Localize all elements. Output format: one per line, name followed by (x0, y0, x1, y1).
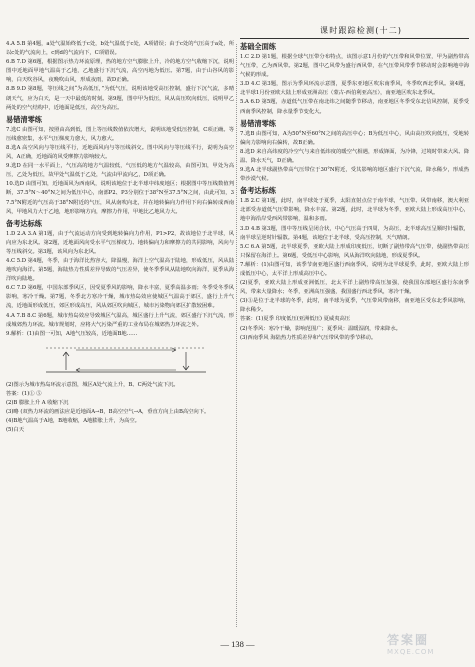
answer-paragraph: 6.C 7.D 第6题，中国东部季风区，因受夏季风的影响，降水丰富，夏季高温多雨；冬季受冬季风影响，寒冷干燥。第7题，冬季北方寒冷干燥，城市热岛效应使城区气温高于郊区，盛行上升气流，近地面形成低压，郊区形成高压，风从郊区吹向城区，城市污染物向郊区扩散较困难。 (6, 285, 234, 310)
answer-paragraph: 3.D 4.B 第3题，图中等压线呈闭合状，中心气压高于四周，为高压，北半球高压呈顺时针辐散，南半球呈逆时针辐散。第4题，该地位于北半球，受高压控制，天气晴朗。 (240, 225, 469, 241)
answer-paragraph: 4.A 7.B 8.C 第6题，城市热岛效应导致城区气温高，城区盛行上升气流，郊区盛行下沉气流，形成城郊热力环流。城市规划时，应将大气污染严重的工业布局在城郊热力环流之外。 (6, 312, 234, 328)
answer-paragraph: 1.C 2.D 第1题，根据全球气压带分布特点，该图示意1月份的气压带和风带位置，甲为副热带高气压带，乙为西风带。第2题，图中乙风带为盛行西风带，在气压带风带季节移动时会影响地中海气候的形成。 (240, 54, 469, 79)
upper-flow-arrow-icon (76, 348, 176, 352)
page-number: — 138 — (220, 639, 255, 649)
answer-paragraph: (5)白天 (6, 427, 25, 434)
watermark-url: MXQE.COM (387, 648, 435, 656)
answer-paragraph: 8.B 9.D 第8题，等压线之间“为高低压，”为低气压，说明该地受高压控制，盛行下沉气流，多晴朗天气，应为白天，是一天中最低的时刻。第9题，图中甲为低压，风从高压吹向低压，说明甲乙两处的空气结构中，近地面是低压，高空为高压。 (6, 86, 234, 111)
surface-flow-arrow-icon (76, 368, 176, 372)
answer-paragraph: 9.选D 在同一水平面上，气压高的地方气温较低，气压低的地方气温较高，由图可知，甲处为高压，乙处为低压，故甲处气温低于乙处，气流由甲流向乙，D项正确。 (6, 163, 234, 179)
answer-paragraph: 9.解析：(1)由图一可知，A地气压较高，近地面B地…… (6, 330, 138, 337)
answer-paragraph: (3)西南季风 海陆热力性质差异和气压带风带的季节移动。 (240, 334, 377, 341)
answer-paragraph: 6.B 7.D 第6题，根据图示热力环流原理，热的地方空气膨胀上升，冷的地方空气收缩下沉，说明图中近地面甲地气温高于乙地，乙地盛行下沉气流，高空丙地为低压。第7题，由于山谷风的影响，白天吹谷风，夜晚吹山风，形成夜雨，故D正确。 (6, 59, 234, 84)
answer-paragraph: 答案：(1)夏季 印度低压(亚洲低压) 夏威夷高压 (240, 316, 351, 323)
answer-paragraph: 8.选A 高空风向与等压线平行，近地面风向与等压线斜交。图中风向与等压线平行，说明为高空风，A正确，近地面的风受摩擦力影响较大。 (6, 144, 234, 161)
answer-paragraph: 4.C 5.D 第4题，冬季，由于海洋比热容大，降温慢，海洋上空气温高于陆地，形成低压，风从陆地吹向海洋。第5题，海陆热力性质差异导致的气压差异，使冬季季风从陆地吹向海洋，夏季从海洋吹向陆地。 (6, 257, 234, 283)
section-heading: 备考达标练 (240, 186, 276, 196)
page-title: 课时跟踪检测(十二) (320, 26, 403, 35)
left-column (6, 40, 234, 631)
answer-paragraph: 3.D 4.C 第3题，图示为季风环流示意图，夏季东亚地区吹东南季风，冬季吹西北季风。第4题，北半球1月份亚欧大陆上形成亚洲高压（蒙古-西伯利亚高压），南亚地区吹东北季风。 (240, 81, 469, 97)
answer-paragraph: (2)图示为城市热岛环流示意图，城区A处气流上升，B、C两处气流下沉。 (6, 381, 179, 388)
right-column (240, 40, 469, 631)
answer-paragraph: 8.选D 来自高纬度的冷空气与来自低纬度的暖空气相遇，形成锋面，为冷锋，过境时带来大风、降温、降水天气，D正确。 (240, 148, 469, 164)
section-heading: 易错清零练 (240, 118, 276, 128)
section-heading: 易错清零练 (6, 114, 42, 124)
answer-paragraph: (2)冬季风：寒冷干燥，影响范围广；夏季风：温暖湿润，带来降水。 (240, 325, 401, 332)
answer-paragraph: 7.解析：(1)由图可知，该季节南亚地区盛行西南季风，说明为北半球夏季，此时，亚欧大陆上形成低压中心，太平洋上形成高压中心。 (240, 261, 469, 277)
section-heading: 基础全面练 (240, 42, 276, 51)
watermark-text: 答案圈 (387, 633, 430, 647)
answer-paragraph: (3)略 (双热力环流的画法应是近地面A→B，B高空空气→A，垂直方向上由B高空向下。 (6, 409, 210, 416)
answer-paragraph: 5.C 6.A 第5题，北半球夏季，亚欧大陆上形成印度低压，切断了副热带高气压带，使副热带高压只保留在海洋上。第6题，受低压中心影响，风从海洋吹向陆地，形成夏季风。 (240, 243, 469, 259)
answer-paragraph: 1.D 2.A 3.A 第1题，由于气流运动方向受到地转偏向力作用，P1>P2，故该地位于北半球，风向应为东北风。第2题，近地面风向受水平气压梯度力、地转偏向力和摩擦力的共同影响，风向与等压线斜交。第3题，该风向为东北风。 (6, 230, 234, 255)
rising-arrow-icon (63, 352, 69, 370)
answer-paragraph: (2)夏季，亚欧大陆上形成亚洲低压，北太平洋上副热带高压加强，使我国东部地区盛行东南季风，带来大量降水；冬季，亚洲高压强盛，我国盛行西北季风，寒冷干燥。 (240, 280, 469, 296)
thermal-circulation-diagram (26, 340, 226, 380)
column-divider (236, 44, 237, 627)
answer-paragraph: 10.选D 由图可知，近地面风为西南风，说明该地位于北半球中纬度地区；根据图中等压线数值判断，37.5°N～40°N之间为低压中心，南部P2、P3分别位于38°N至37.5°N之间，由此可知，37.5°N附近的气压高于38°N附近的气压，风从南吹向北，并在地转偏向力作用下向右偏转成西南风，甲地风力大于乙地，地形影响方向，摩擦力作用，甲地比乙地风力大。 (6, 181, 234, 215)
sinking-arrow-icon (183, 352, 189, 370)
answer-paragraph: 4.A 5.B 第4题，a处气温始终低于c处，b处气温低于c处，A项错误；由于c处的气压高于a处，所以c处的气流向上，c到d的气流向下，C项错误。 (6, 41, 234, 57)
answer-paragraph: (2)B 膨胀上升 A 收缩下沉 (6, 400, 69, 406)
answer-paragraph: 5.A 6.D 第5题，赤道低气压带在南北纬之间随季节移动，南亚地区冬季受东北信风控制，夏季受西南季风控制，降水量季节变化大。 (240, 99, 469, 115)
answer-paragraph: (3)③是位于北半球的冬季，此时，南半球为夏季，气压带风带南移，南亚地区受东北季风影响，降水稀少。 (240, 298, 469, 314)
answer-paragraph: 1.B 2.C 第1题，此时，南半球处于夏季，太阳直射点位于南半球，气压带、风带南移，澳大利亚北部受赤道低气压带影响，降水丰富。第2题，此时，北半球为冬季，亚欧大陆上形成高压中心，地中海沿岸受西风带影响，温和多雨。 (240, 198, 469, 223)
title-rule (240, 38, 469, 39)
answer-paragraph: 答案：(1)① ⑤ (6, 390, 42, 397)
answer-paragraph: 7.选B 由图可知，A为50°N至60°N之间的高压中心；B为低压中心，风由高压吹向低压，受地转偏向力影响向右偏转，故B正确。 (240, 130, 469, 146)
answer-paragraph: 9.选A 北半球副热带高气压带位于30°N附近，受其影响的地区盛行下沉气流，降水稀少，形成热带沙漠气候。 (240, 167, 469, 183)
site-watermark-logo (387, 631, 461, 663)
section-heading: 备考达标练 (6, 218, 42, 228)
answer-paragraph: (4)B地气温高于A地，B地收缩，A地膨胀上升，为高空。 (6, 418, 140, 425)
answer-paragraph: 7.选C 由图可知，按照由高到低，图上等压线数值依次增大，说明该地受低压控制，C项正确。等压线愈密集，水平气压梯度力愈大，风力愈大。 (6, 126, 234, 142)
